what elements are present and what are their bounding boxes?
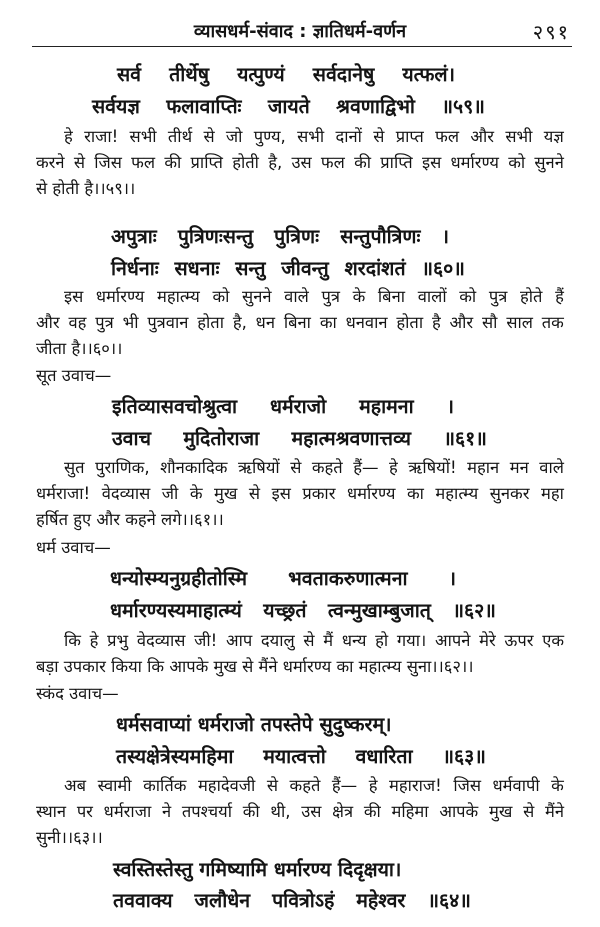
- word: है,: [268, 153, 283, 172]
- para-line: [36, 149, 564, 177]
- word: आप: [225, 631, 253, 650]
- verse-line: [111, 222, 449, 252]
- verse-line: [113, 886, 471, 916]
- page-number: २९१: [532, 20, 570, 44]
- word: इस: [271, 484, 291, 503]
- word: इस: [421, 153, 442, 172]
- word: मुदितोराजा: [183, 427, 260, 450]
- word: प्रभु: [107, 631, 129, 650]
- word: उस: [301, 802, 322, 821]
- word: मैंने: [544, 802, 564, 821]
- word: जीवन्तु: [281, 257, 329, 280]
- word: और: [36, 313, 60, 332]
- word: बिना: [377, 287, 406, 306]
- word: धन्योस्म्यनुग्रहीतोस्मि: [110, 567, 248, 590]
- word: का: [406, 484, 424, 503]
- word: आपने: [434, 631, 471, 650]
- word: यज्ञ: [543, 127, 564, 146]
- word: पुत्रिणःसन्तु: [177, 225, 254, 248]
- word: के: [189, 484, 203, 503]
- word: पुत्रिणः: [274, 225, 320, 248]
- para-line: [64, 627, 564, 655]
- word: ऋषियों: [237, 458, 280, 477]
- word: स्वामी: [97, 776, 132, 795]
- word: मुख: [214, 484, 238, 503]
- para-line: हर्षित हुए और कहने लगे।।६१।।: [36, 510, 224, 529]
- word: महामना: [359, 395, 414, 418]
- running-title: व्यासधर्म-संवाद : ज्ञातिधर्म-वर्णन: [193, 21, 407, 42]
- word: राजा!: [84, 127, 119, 146]
- word: महात्मश्रवणात्तव्य: [291, 427, 411, 450]
- word: सभी: [505, 127, 533, 146]
- word: धर्मराजा: [103, 802, 152, 821]
- word: से: [73, 153, 85, 172]
- word: महाराज!: [388, 776, 442, 795]
- word: बिना: [283, 313, 311, 332]
- verse-line: [111, 254, 465, 284]
- word: एक: [542, 631, 564, 650]
- word: क्षेत्र: [332, 802, 354, 821]
- word: महेश्वर: [356, 889, 406, 912]
- word: महात्म्य: [157, 287, 200, 306]
- word: भवताकरुणात्मना: [288, 567, 408, 590]
- word: जी!: [194, 631, 218, 650]
- word: फल: [435, 127, 460, 146]
- word: सुत: [64, 458, 85, 477]
- word: को: [212, 287, 230, 306]
- word: से: [290, 458, 302, 477]
- verse-line: [112, 392, 454, 422]
- word: उवाच: [112, 427, 151, 450]
- word: इस: [64, 287, 84, 306]
- word: को: [508, 153, 526, 172]
- para-line: [64, 123, 564, 151]
- word: ॥६३॥: [442, 745, 486, 768]
- word: जिस: [94, 153, 122, 172]
- word: जायते: [267, 95, 310, 118]
- word: शौनकादिक: [160, 458, 228, 477]
- word: ॥६०॥: [421, 257, 465, 280]
- word: अब: [64, 776, 87, 795]
- word: दयालु: [260, 631, 295, 650]
- word: से: [248, 484, 261, 503]
- word: ने: [161, 802, 172, 821]
- word: पवित्रोऽहं: [272, 889, 335, 912]
- word: जिस: [453, 776, 481, 795]
- word: त्वन्मुखाम्बुजात्: [327, 599, 431, 622]
- verse-line: [112, 424, 487, 454]
- word: श्रवणाद्विभो: [336, 95, 415, 118]
- word: से: [373, 127, 385, 146]
- word: है: [431, 313, 441, 332]
- speaker-suta: सूत उवाच—: [36, 366, 112, 385]
- verse-line: स्वस्तिस्तेस्तु गमिष्यामि धर्मारण्य दिदृक्षया।: [113, 858, 402, 881]
- para-line: [64, 454, 564, 482]
- para-line: बड़ा उपकार किया कि आपके मुख से मैंने धर्मारण्य का महात्म्य सुना।।६२।।: [36, 657, 474, 676]
- word: हे: [389, 458, 398, 477]
- para-line: [36, 309, 564, 337]
- word: सौ: [482, 313, 498, 332]
- word: कि: [64, 631, 81, 650]
- word: सर्व: [117, 63, 142, 86]
- word: सुनकर: [489, 484, 530, 503]
- para-line: [64, 283, 564, 311]
- word: और: [449, 313, 474, 332]
- word: फल: [320, 153, 345, 172]
- word: तीर्थेषु: [169, 63, 209, 86]
- word: सर्वयज्ञ: [92, 95, 140, 118]
- word: ऊपर: [504, 631, 534, 650]
- word: की: [242, 802, 260, 821]
- word: प्राप्ति: [190, 153, 223, 172]
- verse-line: [117, 60, 455, 90]
- verse-line: [116, 742, 486, 772]
- word: तीर्थ: [167, 127, 193, 146]
- word: पुराणिक,: [95, 458, 150, 477]
- word: प्रकार: [302, 484, 336, 503]
- word: गया।: [396, 631, 427, 650]
- word: पर: [76, 802, 93, 821]
- word: हैं—: [353, 458, 379, 477]
- word: सन्तु: [235, 257, 266, 280]
- word: सभी: [297, 127, 325, 146]
- word: ॥६१॥: [443, 427, 487, 450]
- word: महान: [467, 458, 500, 477]
- word: सन्तुपौत्रिणः: [340, 225, 421, 248]
- word: ॥६२॥: [452, 599, 496, 622]
- word: धर्मारण्य: [346, 484, 396, 503]
- para-line: सुनी।।६३।।: [36, 828, 103, 847]
- word: मयात्वत्तो: [263, 745, 326, 768]
- word: फल: [131, 153, 156, 172]
- word: जो: [225, 127, 243, 146]
- word: धर्मारण्य: [450, 153, 499, 172]
- para-line: [64, 772, 564, 800]
- word: पुत्र: [95, 313, 114, 332]
- word: कहते: [311, 458, 343, 477]
- word: महात्म्य: [435, 484, 479, 503]
- word: है,: [232, 313, 247, 332]
- word: हे: [64, 127, 73, 146]
- word: की: [164, 153, 182, 172]
- word: धन्य: [341, 631, 367, 650]
- word: और: [470, 127, 495, 146]
- word: मेरे: [479, 631, 496, 650]
- page-header: [0, 16, 600, 46]
- word: तपश्चर्या: [181, 802, 232, 821]
- word: पुत्रवान: [147, 313, 189, 332]
- word: पुत्र: [321, 287, 340, 306]
- word: भी: [122, 313, 139, 332]
- word: सुनने: [534, 153, 564, 172]
- word: वाले: [539, 458, 564, 477]
- word: अपुत्राः: [111, 225, 157, 248]
- word: मन: [509, 458, 529, 477]
- word: हो: [375, 631, 389, 650]
- word: धर्मराजो: [269, 395, 327, 418]
- word: प्राप्त: [395, 127, 424, 146]
- word: महिमा: [391, 802, 429, 821]
- word: से: [523, 802, 535, 821]
- word: सभी: [129, 127, 157, 146]
- word: वह: [68, 313, 87, 332]
- word: दानों: [335, 127, 362, 146]
- word: मैं: [323, 631, 334, 650]
- word: तस्यक्षेत्रेस्यमहिमा: [116, 745, 234, 768]
- word: से: [303, 631, 315, 650]
- word: होता: [197, 313, 224, 332]
- verse-line: [110, 564, 456, 594]
- word: प्राप्ति: [380, 153, 413, 172]
- word: धन: [255, 313, 275, 332]
- word: के: [352, 287, 366, 306]
- word: होता: [396, 313, 424, 332]
- word: यच्छ्रतं: [263, 599, 307, 622]
- word: सधनाः: [174, 257, 220, 280]
- word: निर्धनाः: [111, 257, 159, 280]
- word: महा: [541, 484, 564, 503]
- word: वाले: [284, 287, 309, 306]
- verse-line: [92, 92, 485, 122]
- header-rule: [32, 46, 572, 47]
- verse-line: धर्मसवाप्यां धर्मराजो तपस्तेपे सुदुष्करम्।: [116, 713, 392, 736]
- word: हे: [89, 631, 99, 650]
- word: जलौधेन: [194, 889, 251, 912]
- word: को: [459, 287, 477, 306]
- word: सुनने: [242, 287, 272, 306]
- word: कार्तिक: [143, 776, 187, 795]
- speaker-skanda: स्कंद उवाच—: [36, 684, 119, 703]
- word: यत्पुण्यं: [237, 63, 285, 86]
- word: साल: [506, 313, 533, 332]
- para-line: से होती है।।५९।।: [36, 179, 136, 198]
- word: मुख: [488, 802, 513, 821]
- word: ॥५९॥: [441, 95, 485, 118]
- word: का: [319, 313, 337, 332]
- word: हे: [368, 776, 378, 795]
- word: आपके: [439, 802, 479, 821]
- word: उस: [291, 153, 312, 172]
- word: कहते: [289, 776, 321, 795]
- word: स्थान: [36, 802, 67, 821]
- word: वधारिता: [355, 745, 413, 768]
- word: इतिव्यासवचोश्रुत्वा: [112, 395, 238, 418]
- word: सर्वदानेषु: [312, 63, 375, 86]
- word: के: [551, 776, 564, 795]
- word: करने: [36, 153, 65, 172]
- word: शरदांशतं: [344, 257, 406, 280]
- word: महादेवजी: [197, 776, 256, 795]
- word: धर्मारण्यस्यमाहात्म्यं: [110, 599, 242, 622]
- word: की: [363, 802, 381, 821]
- para-line: जीता है।।६०।।: [36, 339, 123, 358]
- word: पुत्र: [488, 287, 508, 306]
- para-line: [36, 798, 564, 826]
- word: थी,: [270, 802, 291, 821]
- word: वेदव्यास: [101, 484, 151, 503]
- word: ।: [441, 225, 449, 248]
- word: होती: [232, 153, 259, 172]
- word: फलावाप्तिः: [166, 95, 242, 118]
- word: हैं—: [331, 776, 358, 795]
- word: होते: [519, 287, 543, 306]
- word: ऋषियों!: [408, 458, 457, 477]
- para-line: [36, 480, 564, 508]
- word: वेदव्यास: [136, 631, 186, 650]
- word: धनवान: [345, 313, 388, 332]
- word: ।: [448, 567, 456, 590]
- word: धर्मराजा!: [36, 484, 91, 503]
- word: हैं: [555, 287, 564, 306]
- word: तक: [541, 313, 564, 332]
- word: धर्मारण्य: [95, 287, 145, 306]
- word: वालों: [417, 287, 447, 306]
- word: धर्मवापी: [492, 776, 540, 795]
- word: यत्फलं।: [402, 63, 455, 86]
- word: जी: [161, 484, 179, 503]
- verse-line: [110, 596, 496, 626]
- word: ॥६४॥: [427, 889, 471, 912]
- word: तववाक्य: [113, 889, 173, 912]
- word: ।: [446, 395, 454, 418]
- speaker-dharma: धर्म उवाच—: [36, 538, 111, 557]
- word: पुण्य,: [253, 127, 286, 146]
- word: से: [266, 776, 278, 795]
- word: की: [354, 153, 372, 172]
- word: से: [203, 127, 215, 146]
